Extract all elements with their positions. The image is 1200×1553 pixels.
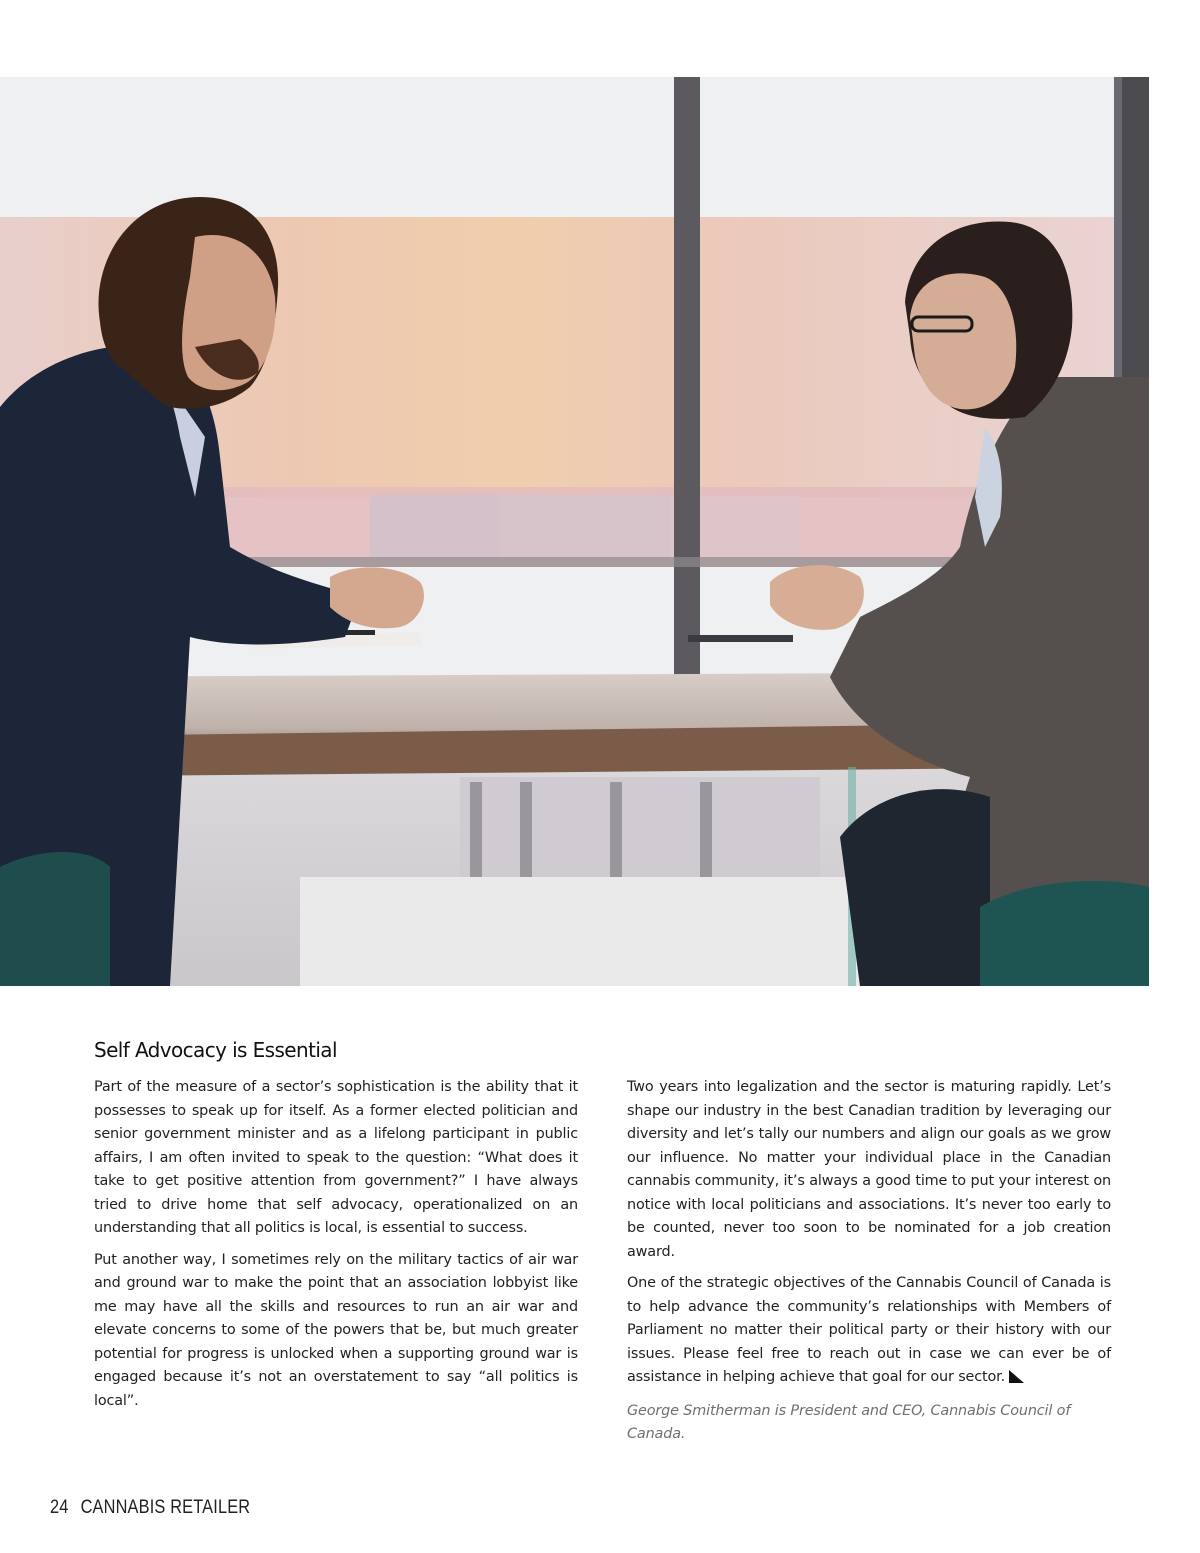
author-byline: George Smitherman is President and CEO, Cannabis Council of Canada. — [627, 1402, 1071, 1442]
right-column — [627, 1076, 1111, 1455]
paragraph-text: One of the strategic objectives of the Cannabis Council of Canada is to help advance the community’s relationships with Members of Parliament no matter their political party or their history with our issues. Please feel free to reach out in case we can ever be of assistance in helping achieve that goal for our sector. — [627, 1275, 1111, 1385]
end-of-article-icon — [1009, 1368, 1024, 1392]
paragraph: Part of the measure of a sector’s sophistication is the ability that it possesses to speak up for itself. As a former elected politician and senior government minister and as a lifelong participant in public affairs, I am often invited to speak to the question: “What does it take to get positive attention from government?” I have always tried to drive home that self advocacy, operationalized on an understanding that all politics is local, is essential to success. — [94, 1079, 578, 1236]
paragraph: Put another way, I sometimes rely on the military tactics of air war and ground war to make the point that an association lobbyist like me may have all the skills and resources to run an air war and elevate concerns to some of the powers that be, but much greater potential for progress is unlocked when a supporting ground war is engaged because it’s not an overstatement to say “all politics is local”. — [94, 1251, 578, 1409]
paragraph — [627, 1272, 1111, 1392]
publication-name: CANNABIS RETAILER — [80, 1497, 251, 1518]
meeting-photo-illustration — [0, 77, 1149, 986]
section-heading: Self Advocacy is Essential — [94, 1038, 337, 1062]
page-number: 24 — [50, 1497, 69, 1518]
left-column — [94, 1076, 578, 1421]
article-photo — [0, 77, 1149, 986]
paragraph: Two years into legalization and the sector is maturing rapidly. Let’s shape our industry in the best Canadian tradition by leveraging our diversity and let’s tally our numbers and align our goals as we grow our influence. No matter your individual place in the Canadian cannabis community, it’s always a good time to put your interest on notice with local politicians and associations. It’s never too early to be counted, never too soon to be nominated for a job creation award. — [627, 1079, 1111, 1260]
page-footer — [50, 1497, 250, 1519]
